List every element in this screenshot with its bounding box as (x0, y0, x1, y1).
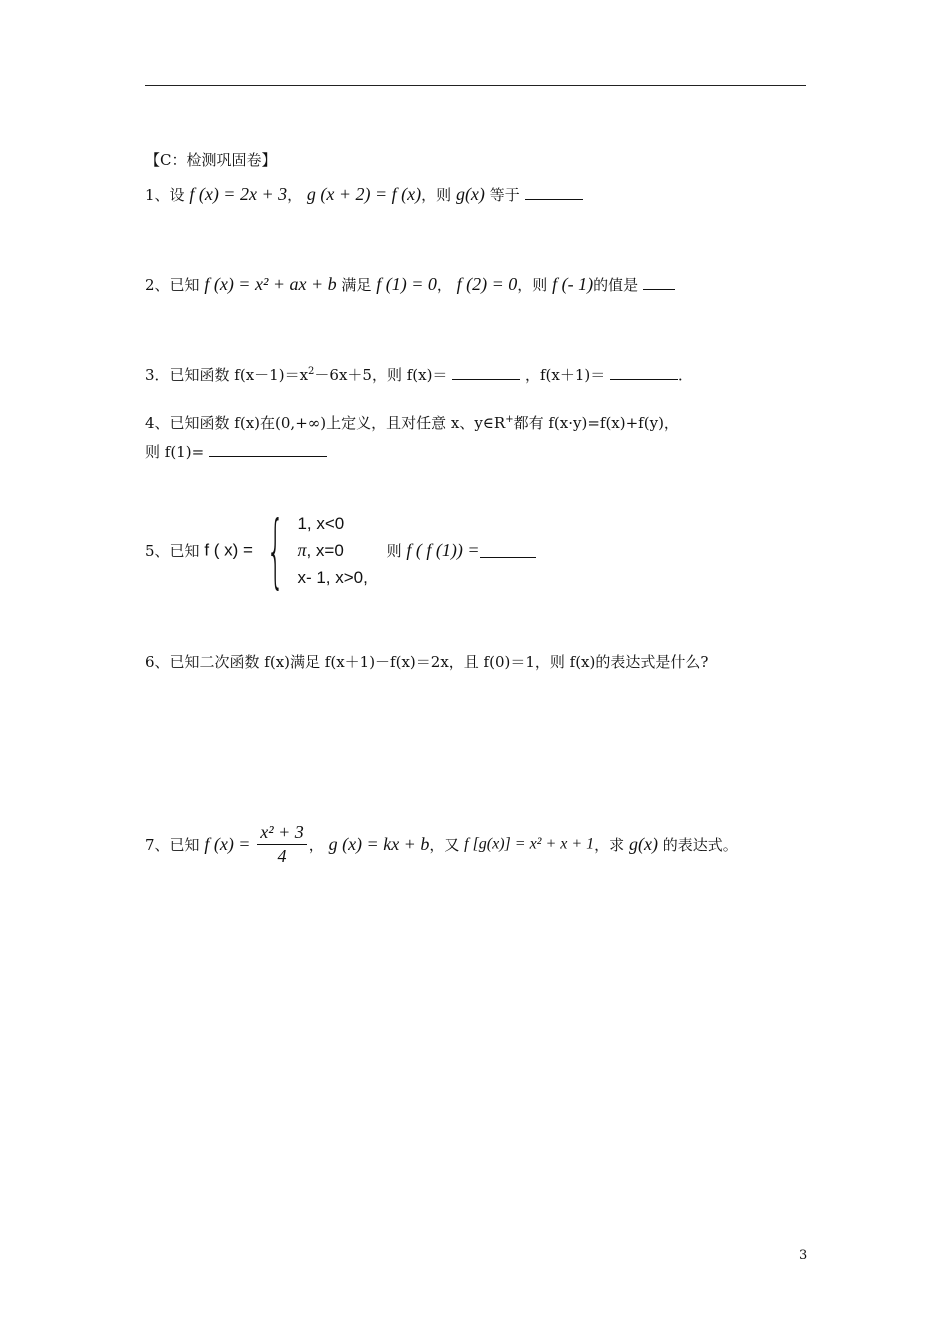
header-rule (145, 85, 806, 86)
q1-sep2: ，则 (421, 186, 452, 204)
q1-expr2: g (x + 2) = f (x) (306, 184, 422, 204)
q7-suffix: 的表达式。 (662, 836, 738, 854)
q2-prefix: 2、已知 (145, 276, 200, 294)
q5-case-2 (297, 537, 367, 564)
question-7 (145, 822, 738, 867)
q5-pi: π (297, 540, 307, 560)
q1-sep1: ， (287, 186, 303, 204)
q7-expr4: g(x) (628, 834, 658, 854)
q5-expr: f ( f (1)) = (406, 540, 480, 560)
q3-superscript: 2 (308, 366, 315, 377)
q2-suffix: 的值是 (593, 276, 639, 294)
q7-fraction (257, 822, 307, 867)
question-3 (145, 362, 693, 385)
q7-expr3: f [g(x)] = x² + x + 1 (464, 835, 595, 853)
page-number: 3 (799, 1248, 808, 1263)
q4-line1a: 4、已知函数 f(x)在(0,+∞)上定义，且对任意 x、y∈R (145, 414, 506, 432)
q1-expr1: f (x) = 2x + 3 (189, 184, 288, 204)
question-5 (145, 503, 536, 597)
q2-answer-blank (643, 275, 675, 290)
q4-line2: 则 f(1)= (145, 443, 205, 461)
q5-lhs: f ( x) = (204, 540, 253, 560)
q5-prefix: 5、已知 (145, 542, 200, 560)
question-2 (145, 274, 675, 295)
q7-expr2: g (x) = kx + b (328, 834, 430, 854)
question-4-line-1 (145, 410, 679, 433)
q5-answer-blank (480, 543, 536, 558)
q1-prefix: 1、设 (145, 186, 185, 204)
question-4-line-2 (145, 442, 327, 462)
q3-text2: －6x＋5，则 f(x)＝ (314, 366, 448, 384)
q2-sep2: ，则 (517, 276, 548, 294)
q3-answer-blank-2 (610, 365, 678, 380)
q7-sep2: ，又 (429, 836, 460, 854)
q2-expr2: f (1) = 0 (376, 274, 437, 294)
q1-answer-blank (525, 185, 583, 200)
q4-superscript: + (505, 414, 514, 425)
q3-text1: 3．已知函数 f(x－1)＝x (145, 366, 309, 384)
q3-text3: ，f(x＋1)＝ (525, 366, 606, 384)
q5-case-2-text: , x=0 (306, 541, 344, 560)
q4-answer-blank (209, 442, 327, 457)
q1-expr3: g(x) (455, 184, 485, 204)
question-1 (145, 184, 583, 205)
q2-expr1: f (x) = x² + ax + b (204, 274, 337, 294)
q2-sep1: ， (436, 276, 452, 294)
q7-sep3: ，求 (594, 836, 625, 854)
q5-mid: 则 (386, 542, 402, 560)
q7-numerator: x² + 3 (257, 822, 307, 845)
question-6: 6、已知二次函数 f(x)满足 f(x＋1)－f(x)＝2x，且 f(0)＝1，则 f(x)的表达式是什么? (145, 653, 709, 671)
q4-line1b: 都有 f(x·y)=f(x)+f(y)， (513, 414, 679, 432)
q7-denominator: 4 (277, 846, 287, 866)
q3-answer-blank-1 (452, 365, 520, 380)
q5-brace: { (266, 503, 285, 597)
q7-lhs: f (x) = (204, 834, 251, 854)
q7-sep1: ， (308, 836, 324, 854)
q2-mid1: 满足 (341, 276, 372, 294)
q2-expr4: f (- 1) (552, 274, 594, 294)
q1-suffix: 等于 (489, 186, 520, 204)
q2-expr3: f (2) = 0 (456, 274, 518, 294)
q3-end: ． (678, 366, 694, 384)
q5-case-3: x- 1, x>0, (297, 568, 368, 587)
q5-cases (297, 510, 367, 591)
section-title: 【C：检测巩固卷】 (145, 151, 277, 169)
q5-case-1: 1, x<0 (297, 514, 345, 533)
q7-prefix: 7、已知 (145, 836, 200, 854)
